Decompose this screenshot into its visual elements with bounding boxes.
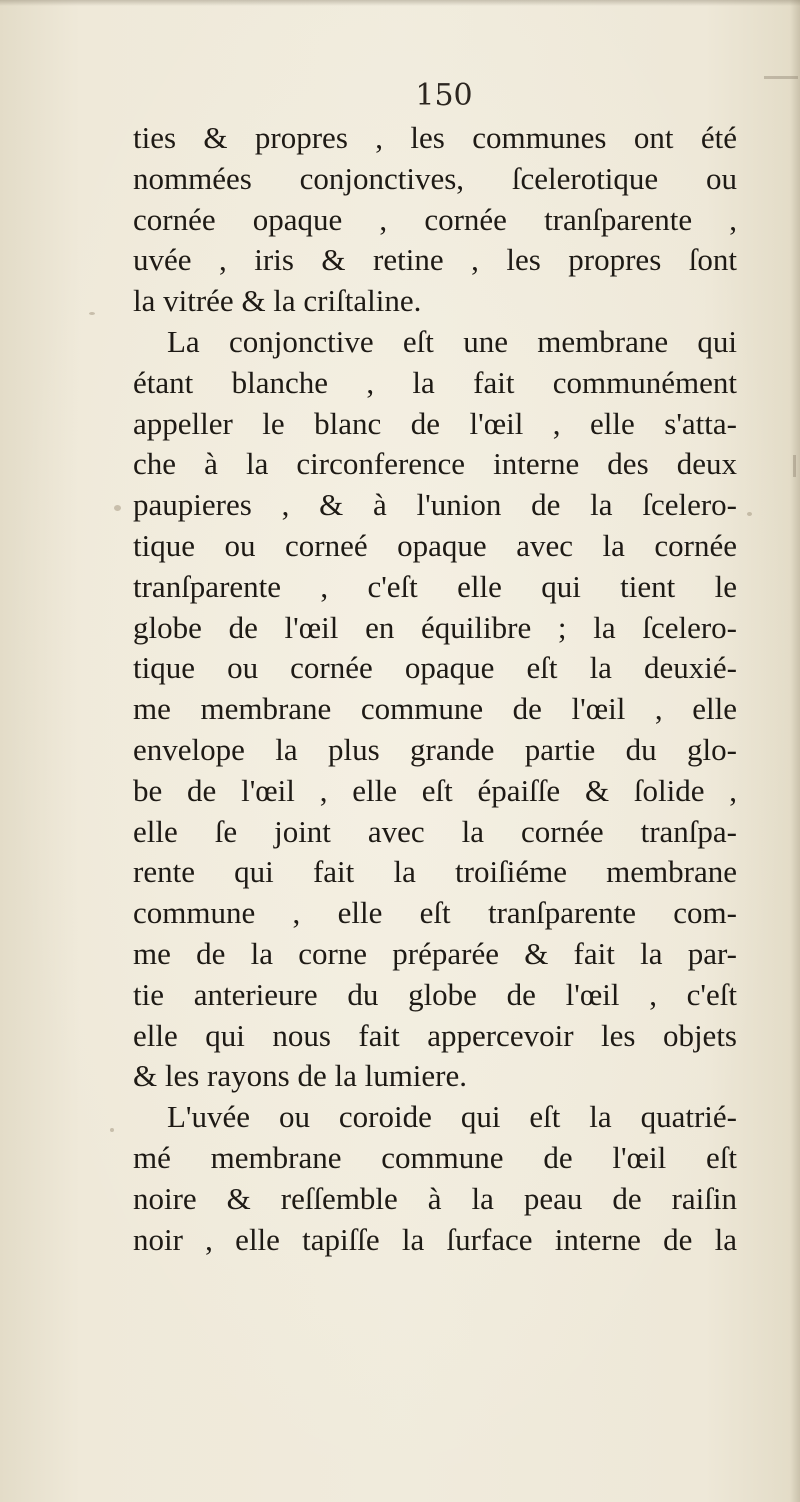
text-line: me membrane commune de l'œil , elle: [133, 691, 737, 727]
text-line: cornée opaque , cornée tranſparente ,: [133, 201, 737, 237]
text-line: tranſparente , c'eſt elle qui tient le: [133, 568, 737, 604]
text-line: étant blanche , la fait communément: [133, 364, 737, 400]
text-line: tique ou cornée opaque eſt la deuxié-: [133, 650, 737, 686]
text-line: rente qui fait la troiſiéme membrane: [133, 854, 737, 890]
text-line: globe de l'œil en équilibre ; la ſcelero-: [133, 609, 737, 645]
text-line: uvée , iris & retine , les propres ſont: [133, 242, 737, 278]
text-line: mé membrane commune de l'œil eſt: [133, 1139, 737, 1175]
text-line: appeller le blanc de l'œil , elle s'atta-: [133, 405, 737, 441]
text-line: & les rayons de la lumiere.: [133, 1058, 468, 1094]
text-line: paupieres , & à l'union de la ſcelero-: [133, 487, 737, 523]
paper-spot: [114, 505, 121, 511]
text-line: noire & reſſemble à la peau de raiſin: [133, 1180, 737, 1216]
text-line: tie anterieure du globe de l'œil , c'eſt: [133, 976, 737, 1012]
text-line: commune , elle eſt tranſparente com-: [133, 895, 737, 931]
text-line: me de la corne préparée & fait la par-: [133, 935, 737, 971]
paper-spot: [110, 1128, 114, 1132]
text-line: elle ſe joint avec la cornée tranſpa-: [133, 813, 737, 849]
paper-spot: [747, 512, 752, 516]
text-line: L'uvée ou coroide qui eſt la quatrié-: [167, 1099, 737, 1135]
paper-spot: [89, 312, 95, 315]
text-line: la vitrée & la criſtaline.: [133, 283, 422, 319]
text-line: elle qui nous fait appercevoir les objets: [133, 1017, 737, 1053]
text-line: che à la circonference interne des deux: [133, 446, 737, 482]
page-number: 150: [415, 78, 473, 113]
text-line: nommées conjonctives, ſcelerotique ou: [133, 160, 737, 196]
paper-mark: [793, 455, 796, 477]
text-line: be de l'œil , elle eſt épaiſſe & ſolide ,: [133, 772, 737, 808]
text-line: tique ou corneé opaque avec la cornée: [133, 527, 737, 563]
text-line: noir , elle tapiſſe la ſurface interne de la: [133, 1221, 737, 1257]
body-text: [133, 118, 737, 1260]
text-line: envelope la plus grande partie du glo-: [133, 731, 737, 767]
text-line: La conjonctive eſt une membrane qui: [167, 323, 737, 359]
text-line: ties & propres , les communes ont été: [133, 120, 737, 155]
